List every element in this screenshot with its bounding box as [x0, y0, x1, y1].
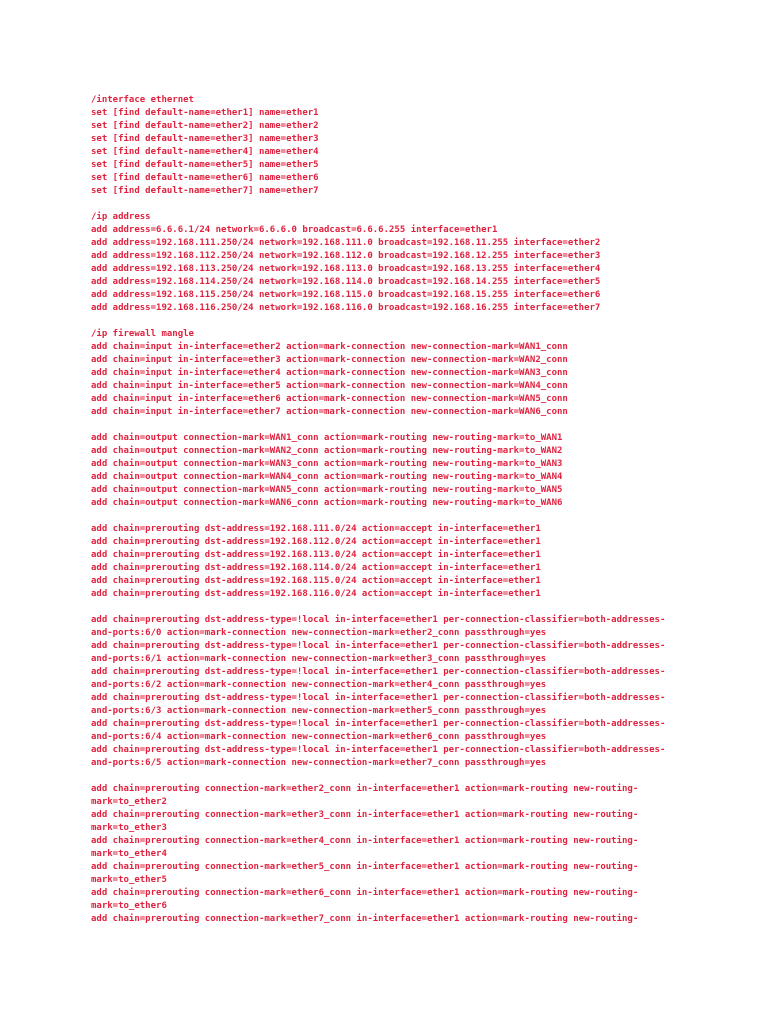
config-line: add chain=prerouting connection-mark=ether6_conn in-interface=ether1 action=mark-routing new-routing-	[91, 888, 639, 898]
config-line: mark=to_ether2	[91, 797, 167, 807]
config-block	[91, 523, 691, 601]
config-line: add chain=output connection-mark=WAN3_conn action=mark-routing new-routing-mark=to_WAN3	[91, 459, 563, 469]
block-separator	[91, 315, 691, 328]
config-line: and-ports:6/5 action=mark-connection new-connection-mark=ether7_conn passthrough=yes	[91, 758, 547, 768]
config-block	[91, 783, 691, 926]
config-line: mark=to_ether4	[91, 849, 167, 859]
block-separator	[91, 198, 691, 211]
config-line: add chain=prerouting connection-mark=ether7_conn in-interface=ether1 action=mark-routing new-routing-	[91, 914, 639, 924]
config-line: add chain=prerouting connection-mark=ether5_conn in-interface=ether1 action=mark-routing new-routing-	[91, 862, 639, 872]
block-separator	[91, 601, 691, 614]
config-document	[91, 94, 691, 926]
config-line: set [find default-name=ether2] name=ether2	[91, 121, 319, 131]
config-line: and-ports:6/0 action=mark-connection new-connection-mark=ether2_conn passthrough=yes	[91, 628, 547, 638]
config-line: add chain=prerouting dst-address-type=!local in-interface=ether1 per-connection-classifier=both-addresses-	[91, 693, 666, 703]
config-line: mark=to_ether3	[91, 823, 167, 833]
config-block	[91, 328, 691, 419]
config-line: set [find default-name=ether5] name=ether5	[91, 160, 319, 170]
config-line: add chain=input in-interface=ether2 action=mark-connection new-connection-mark=WAN1_conn	[91, 342, 568, 352]
config-line: add chain=prerouting dst-address=192.168.113.0/24 action=accept in-interface=ether1	[91, 550, 541, 560]
config-line: /ip firewall mangle	[91, 329, 194, 339]
config-block	[91, 211, 691, 315]
config-line: add chain=input in-interface=ether4 action=mark-connection new-connection-mark=WAN3_conn	[91, 368, 568, 378]
config-line: add chain=input in-interface=ether6 action=mark-connection new-connection-mark=WAN5_conn	[91, 394, 568, 404]
config-block	[91, 94, 691, 198]
config-line: set [find default-name=ether7] name=ether7	[91, 186, 319, 196]
config-line: mark=to_ether5	[91, 875, 167, 885]
config-line: add chain=prerouting connection-mark=ether4_conn in-interface=ether1 action=mark-routing new-routing-	[91, 836, 639, 846]
config-line: add chain=output connection-mark=WAN5_conn action=mark-routing new-routing-mark=to_WAN5	[91, 485, 563, 495]
config-line: add address=192.168.111.250/24 network=192.168.111.0 broadcast=192.168.11.255 interface=ether2	[91, 238, 601, 248]
block-separator	[91, 510, 691, 523]
config-line: add chain=prerouting connection-mark=ether3_conn in-interface=ether1 action=mark-routing new-routing-	[91, 810, 639, 820]
config-line: add chain=output connection-mark=WAN2_conn action=mark-routing new-routing-mark=to_WAN2	[91, 446, 563, 456]
config-line: add chain=output connection-mark=WAN1_conn action=mark-routing new-routing-mark=to_WAN1	[91, 433, 563, 443]
config-line: add chain=prerouting dst-address=192.168.116.0/24 action=accept in-interface=ether1	[91, 589, 541, 599]
config-line: add address=192.168.112.250/24 network=192.168.112.0 broadcast=192.168.12.255 interface=ether3	[91, 251, 601, 261]
config-line: set [find default-name=ether4] name=ether4	[91, 147, 319, 157]
config-line: set [find default-name=ether1] name=ether1	[91, 108, 319, 118]
config-line: add chain=prerouting dst-address-type=!local in-interface=ether1 per-connection-classifier=both-addresses-	[91, 745, 666, 755]
config-line: set [find default-name=ether3] name=ether3	[91, 134, 319, 144]
config-block	[91, 432, 691, 510]
config-line: add chain=prerouting connection-mark=ether2_conn in-interface=ether1 action=mark-routing new-routing-	[91, 784, 639, 794]
config-line: add address=192.168.114.250/24 network=192.168.114.0 broadcast=192.168.14.255 interface=ether5	[91, 277, 601, 287]
config-line: add chain=prerouting dst-address=192.168.114.0/24 action=accept in-interface=ether1	[91, 563, 541, 573]
config-line: and-ports:6/2 action=mark-connection new-connection-mark=ether4_conn passthrough=yes	[91, 680, 547, 690]
config-line: and-ports:6/4 action=mark-connection new-connection-mark=ether6_conn passthrough=yes	[91, 732, 547, 742]
config-line: add chain=output connection-mark=WAN6_conn action=mark-routing new-routing-mark=to_WAN6	[91, 498, 563, 508]
config-line: /ip address	[91, 212, 151, 222]
config-line: add chain=input in-interface=ether5 action=mark-connection new-connection-mark=WAN4_conn	[91, 381, 568, 391]
config-block	[91, 614, 691, 770]
config-line: add chain=input in-interface=ether7 action=mark-connection new-connection-mark=WAN6_conn	[91, 407, 568, 417]
config-line: add address=192.168.115.250/24 network=192.168.115.0 broadcast=192.168.15.255 interface=ether6	[91, 290, 601, 300]
config-line: /interface ethernet	[91, 95, 194, 105]
config-line: add chain=prerouting dst-address=192.168.111.0/24 action=accept in-interface=ether1	[91, 524, 541, 534]
config-line: add address=6.6.6.1/24 network=6.6.6.0 broadcast=6.6.6.255 interface=ether1	[91, 225, 498, 235]
block-separator	[91, 419, 691, 432]
config-line: add address=192.168.113.250/24 network=192.168.113.0 broadcast=192.168.13.255 interface=ether4	[91, 264, 601, 274]
config-line: and-ports:6/1 action=mark-connection new-connection-mark=ether3_conn passthrough=yes	[91, 654, 547, 664]
config-line: set [find default-name=ether6] name=ether6	[91, 173, 319, 183]
block-separator	[91, 770, 691, 783]
config-line: add chain=prerouting dst-address-type=!local in-interface=ether1 per-connection-classifier=both-addresses-	[91, 719, 666, 729]
config-line: add chain=prerouting dst-address=192.168.115.0/24 action=accept in-interface=ether1	[91, 576, 541, 586]
config-line: mark=to_ether6	[91, 901, 167, 911]
config-line: add address=192.168.116.250/24 network=192.168.116.0 broadcast=192.168.16.255 interface=ether7	[91, 303, 601, 313]
config-line: add chain=prerouting dst-address-type=!local in-interface=ether1 per-connection-classifier=both-addresses-	[91, 641, 666, 651]
config-line: add chain=output connection-mark=WAN4_conn action=mark-routing new-routing-mark=to_WAN4	[91, 472, 563, 482]
config-line: add chain=prerouting dst-address-type=!local in-interface=ether1 per-connection-classifier=both-addresses-	[91, 615, 666, 625]
config-line: and-ports:6/3 action=mark-connection new-connection-mark=ether5_conn passthrough=yes	[91, 706, 547, 716]
config-line: add chain=prerouting dst-address=192.168.112.0/24 action=accept in-interface=ether1	[91, 537, 541, 547]
config-line: add chain=prerouting dst-address-type=!local in-interface=ether1 per-connection-classifier=both-addresses-	[91, 667, 666, 677]
config-line: add chain=input in-interface=ether3 action=mark-connection new-connection-mark=WAN2_conn	[91, 355, 568, 365]
